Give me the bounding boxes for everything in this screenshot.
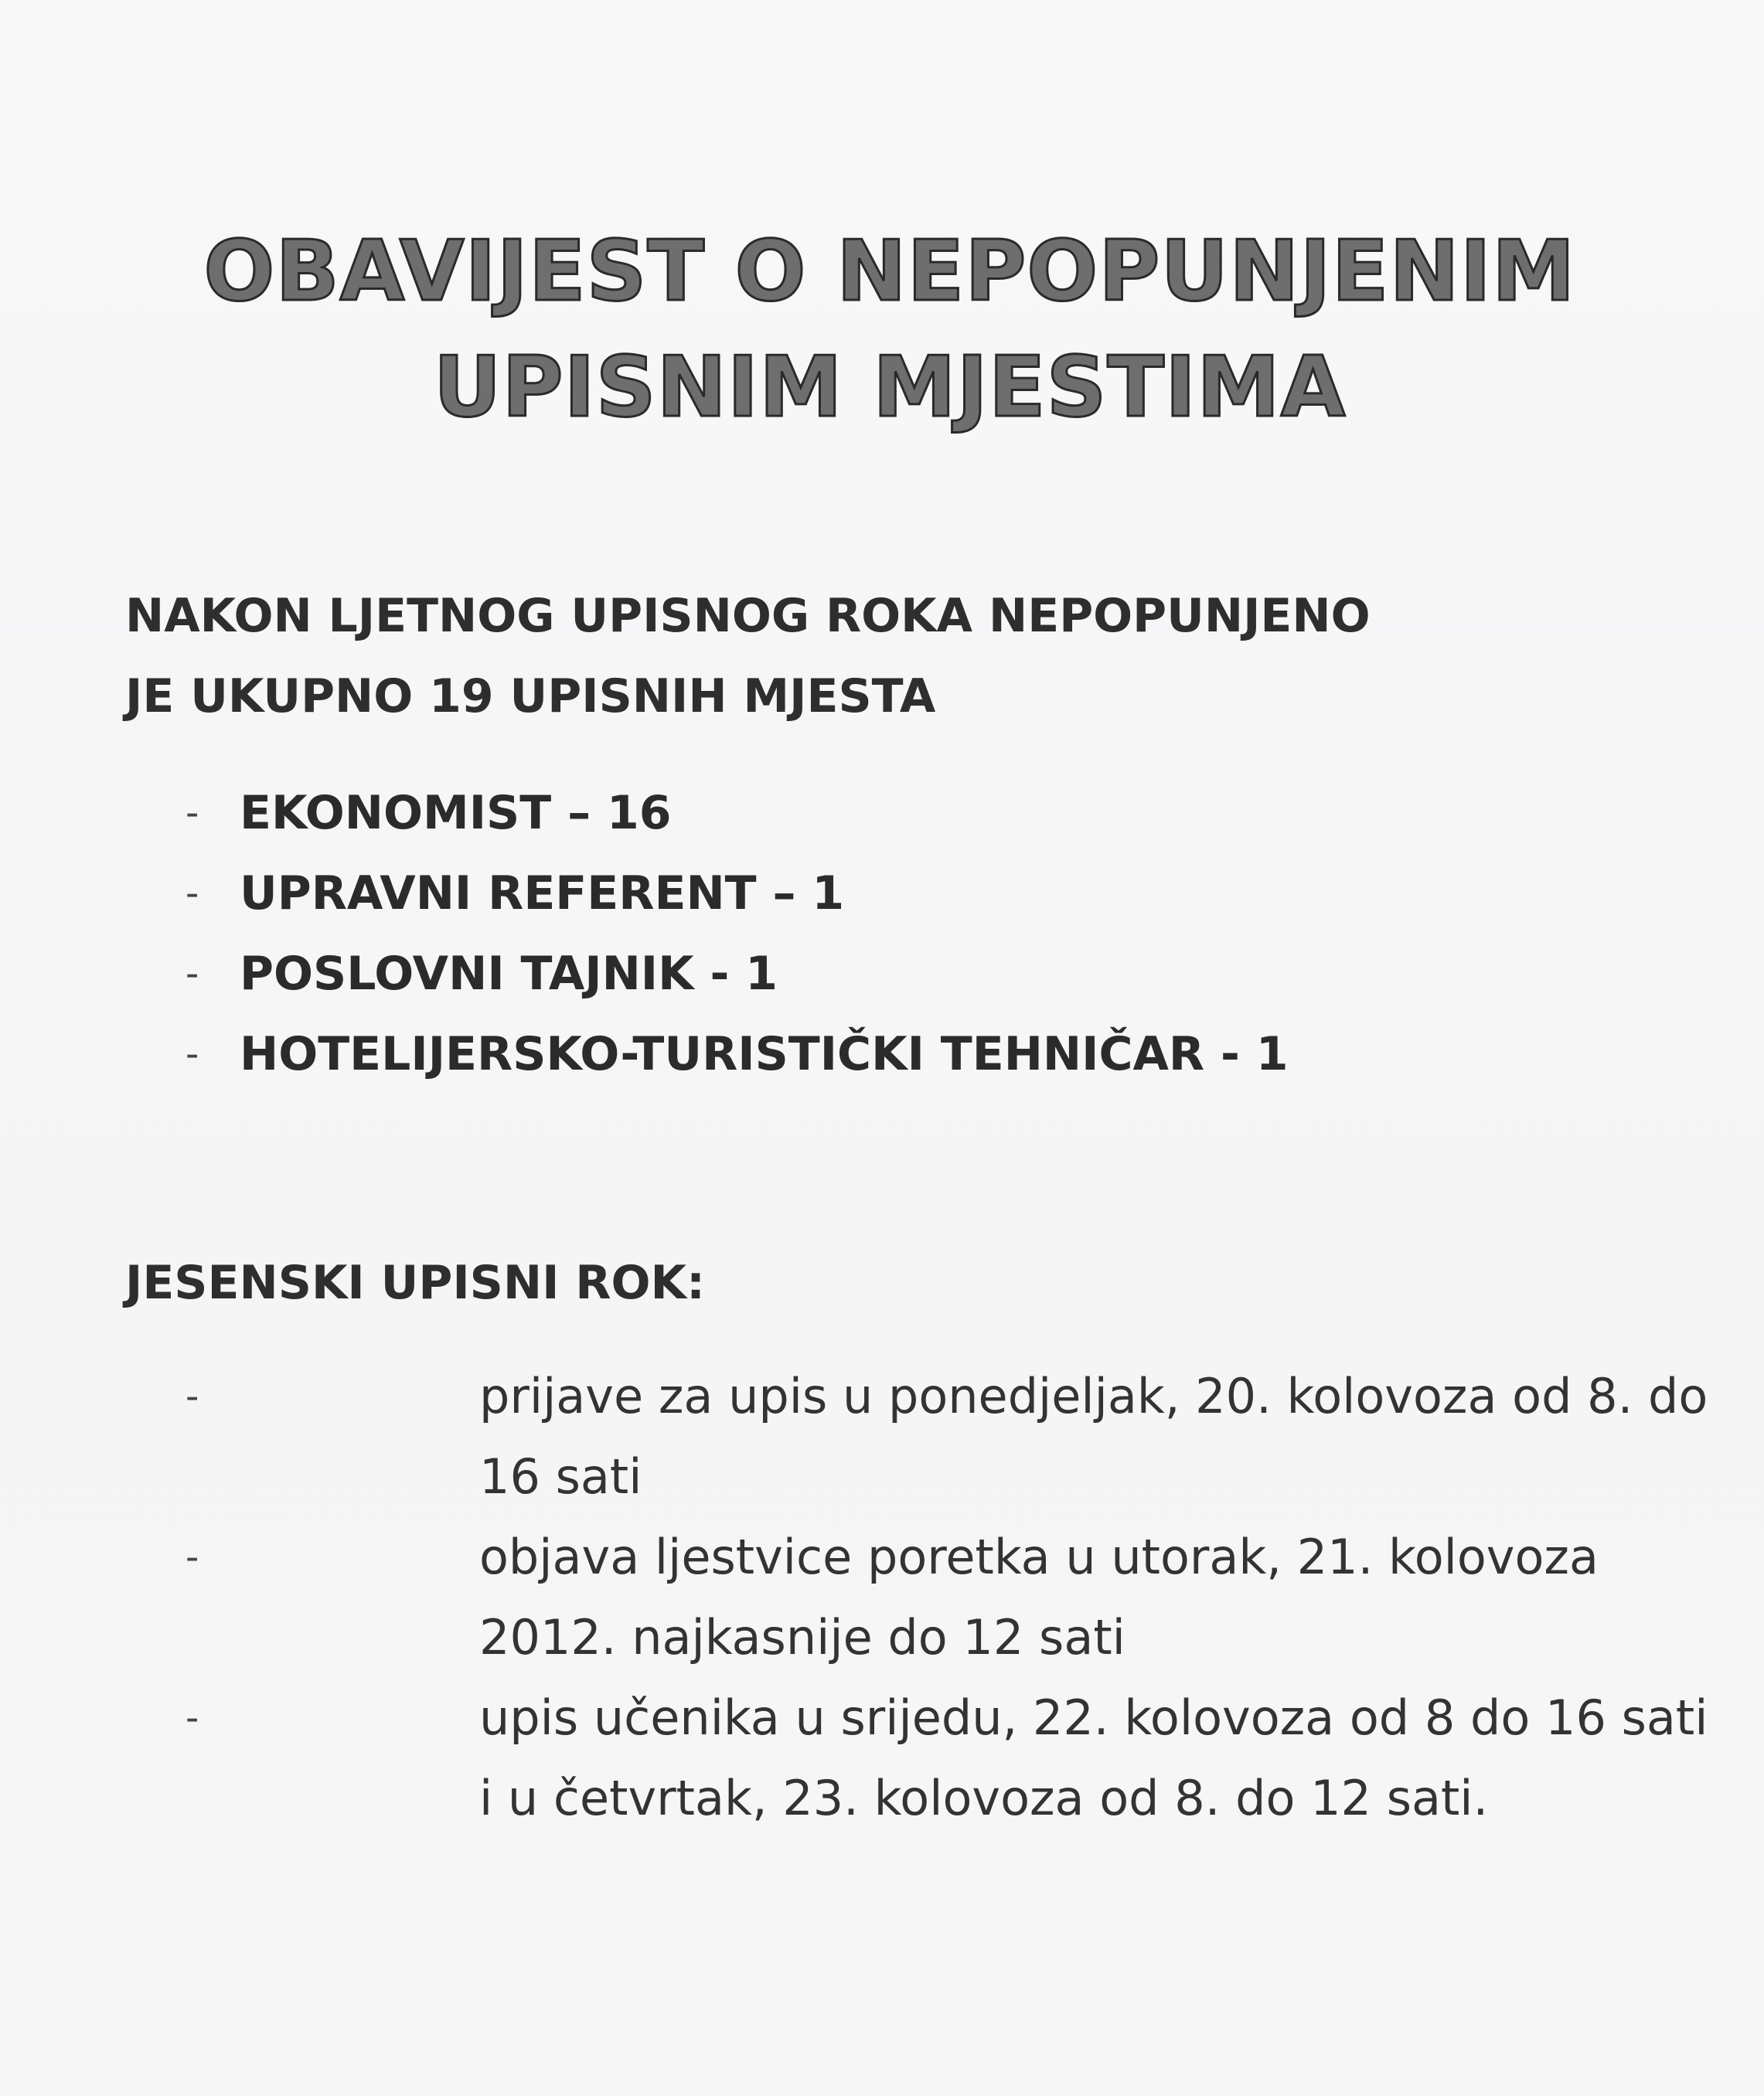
intro-paragraph xyxy=(125,576,1594,737)
vacancy-item xyxy=(0,1014,1764,1094)
vacancy-item-text: HOTELIJERSKO-TURISTIČKI TEHNIČAR - 1 xyxy=(240,1027,1289,1081)
vacancy-item-text: EKONOMIST – 16 xyxy=(240,786,672,840)
intro-line-1: NAKON LJETNOG UPISNOG ROKA NEPOPUNJENO xyxy=(125,589,1371,643)
autumn-heading: JESENSKI UPISNI ROK: xyxy=(125,1256,705,1310)
list-bullet: - xyxy=(186,1536,199,1579)
deadline-list xyxy=(0,1356,1764,1839)
vacancy-list xyxy=(0,773,1764,1094)
deadline-item-text xyxy=(479,1356,1764,1517)
list-bullet: - xyxy=(186,872,199,915)
vacancy-item xyxy=(0,773,1764,853)
vacancy-item-text: UPRAVNI REFERENT – 1 xyxy=(240,866,845,920)
title-line-1: OBAVIJEST O NEPOPUNJENIM xyxy=(203,223,1576,321)
list-bullet: - xyxy=(186,1033,199,1076)
list-bullet: - xyxy=(186,952,199,995)
deadline-line-2: i u četvrtak, 23. kolovoza od 8. do 12 sati. xyxy=(479,1770,1489,1826)
list-bullet: - xyxy=(186,791,199,835)
deadline-item-text xyxy=(479,1678,1764,1839)
page-title xyxy=(0,214,1764,446)
deadline-line-1: objava ljestvice poretka u utorak, 21. kolovoza xyxy=(479,1529,1599,1585)
deadline-item xyxy=(0,1517,1764,1678)
title-line-2: UPISNIM MJESTIMA xyxy=(433,339,1347,437)
vacancy-item xyxy=(0,934,1764,1014)
deadline-item xyxy=(0,1678,1764,1839)
list-bullet: - xyxy=(186,1696,199,1740)
vacancy-item-text: POSLOVNI TAJNIK - 1 xyxy=(240,947,778,1001)
vacancy-item xyxy=(0,853,1764,934)
deadline-line-2: 16 sati xyxy=(479,1448,642,1505)
deadline-line-1: upis učenika u srijedu, 22. kolovoza od 8 do 16 sati xyxy=(479,1689,1708,1746)
deadline-line-2: 2012. najkasnije do 12 sati xyxy=(479,1609,1125,1666)
deadline-line-1: prijave za upis u ponedjeljak, 20. kolovoza od 8. do xyxy=(479,1368,1708,1424)
deadline-item-text xyxy=(479,1517,1764,1678)
intro-line-2: JE UKUPNO 19 UPISNIH MJESTA xyxy=(125,669,936,723)
list-bullet: - xyxy=(186,1375,199,1418)
deadline-item xyxy=(0,1356,1764,1517)
